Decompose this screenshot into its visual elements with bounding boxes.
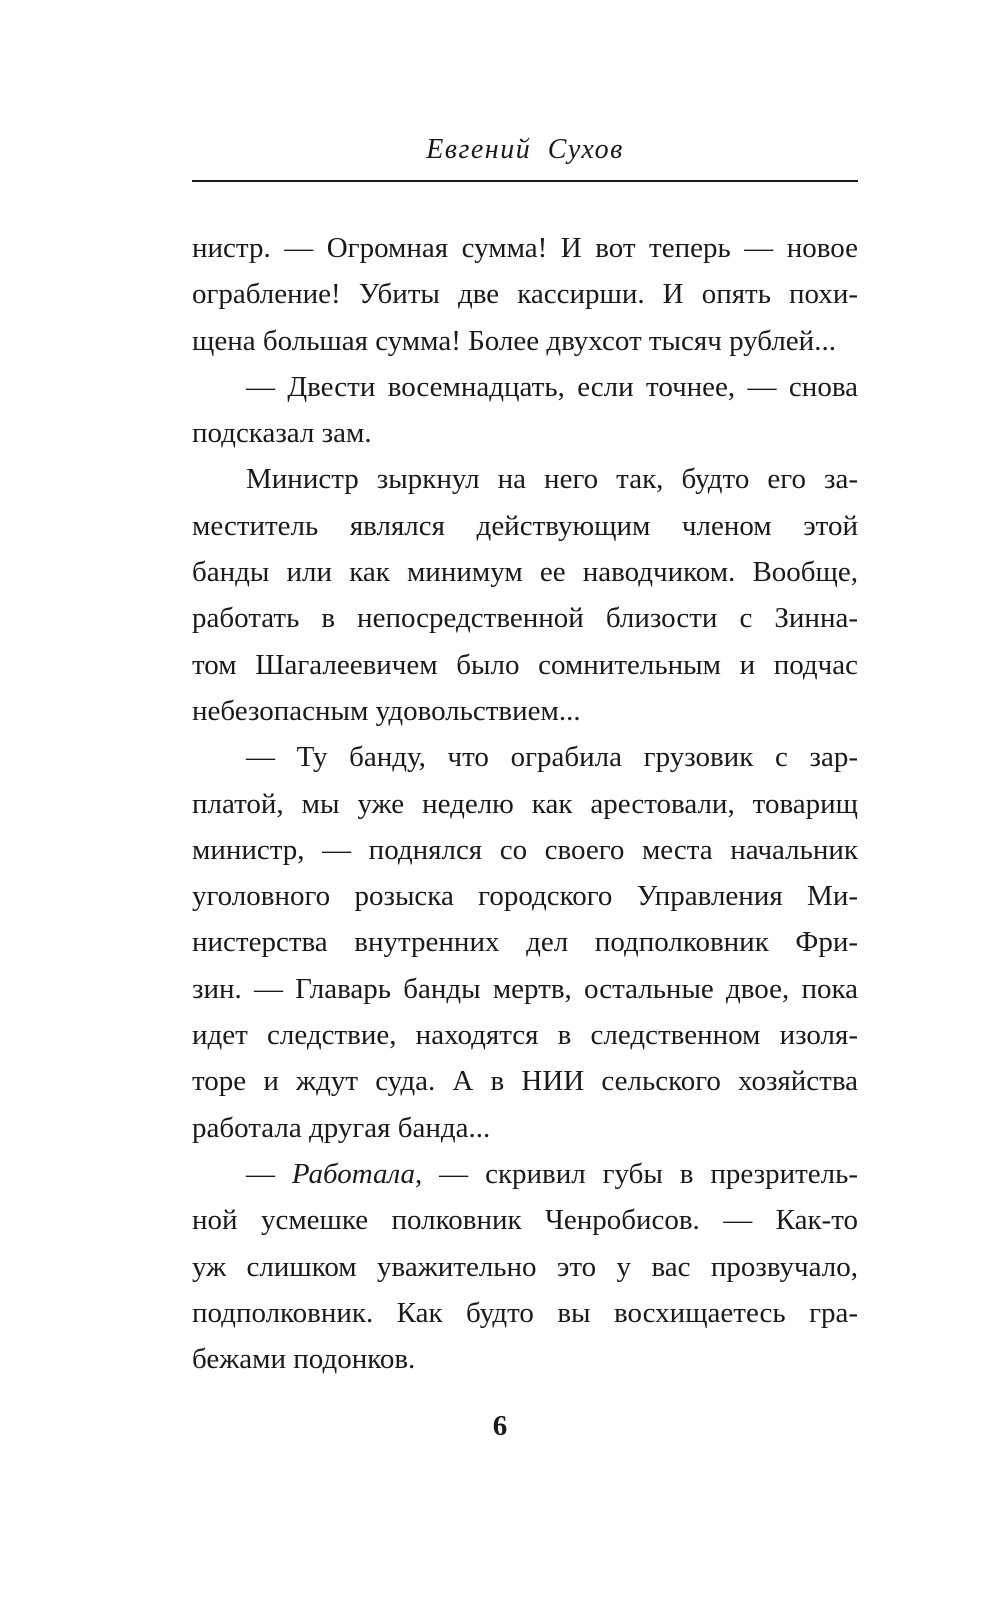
text-line: нистр. — Огромная сумма! И вот теперь — новое — [192, 232, 858, 264]
body-text — [192, 225, 858, 1382]
text-line: банды или как минимум ее наводчиком. Вообще, — [192, 556, 858, 589]
text-line: торе и ждут суда. А в НИИ сельского хозяйства — [192, 1065, 858, 1098]
text-line: нистерства внутренних дел подполковник Фри- — [192, 926, 858, 959]
text-line: меститель являлся действующим членом этой — [192, 509, 858, 542]
text-line: щена большая сумма! Более двухсот тысяч рублей... — [192, 324, 836, 357]
text-line: идет следствие, находятся в следственном изоля- — [192, 1019, 858, 1052]
text-line: ной усмешке полковник Ченробисов. — Как-то — [192, 1204, 858, 1237]
text-line — [192, 1151, 858, 1197]
text-line: — Двести восемнадцать, если точнее, — снова — [246, 370, 858, 403]
text-line: подсказал зам. — [192, 417, 372, 450]
text-line: зин. — Главарь банды мертв, остальные двое, пока — [192, 972, 858, 1005]
text-line: небезопасным удовольствием... — [192, 694, 581, 727]
text-line: министр, — поднялся со своего места начальник — [192, 833, 858, 866]
header-rule — [192, 180, 858, 182]
text-line: уж слишком уважительно это у вас прозвучало, — [192, 1250, 858, 1283]
line-continuation: , — скривил губы в презритель- — [415, 1157, 858, 1190]
text-line: уголовного розыска городского Управления Ми- — [192, 880, 858, 913]
text-line: бежами подонков. — [192, 1343, 416, 1376]
running-head-author: Евгений Сухов — [426, 134, 624, 165]
text-line: ограбление! Убиты две кассирши. И опять похи- — [192, 278, 858, 311]
italic-word: Работала — [291, 1157, 416, 1190]
text-line: том Шагалеевичем было сомнительным и подчас — [192, 648, 858, 681]
text-line: платой, мы уже неделю как арестовали, товарищ — [192, 787, 858, 820]
text-line: — Ту банду, что ограбила грузовик с зар- — [246, 741, 858, 774]
text-line: подполковник. Как будто вы восхищаетесь гра- — [192, 1296, 858, 1329]
page-number: 6 — [492, 1410, 508, 1442]
dialogue-dash: — — [246, 1157, 292, 1190]
text-line: работать в непосредственной близости с Зинна- — [192, 602, 858, 635]
text-line: Министр зыркнул на него так, будто его за- — [246, 463, 858, 496]
text-line: работала другая банда... — [192, 1111, 491, 1144]
